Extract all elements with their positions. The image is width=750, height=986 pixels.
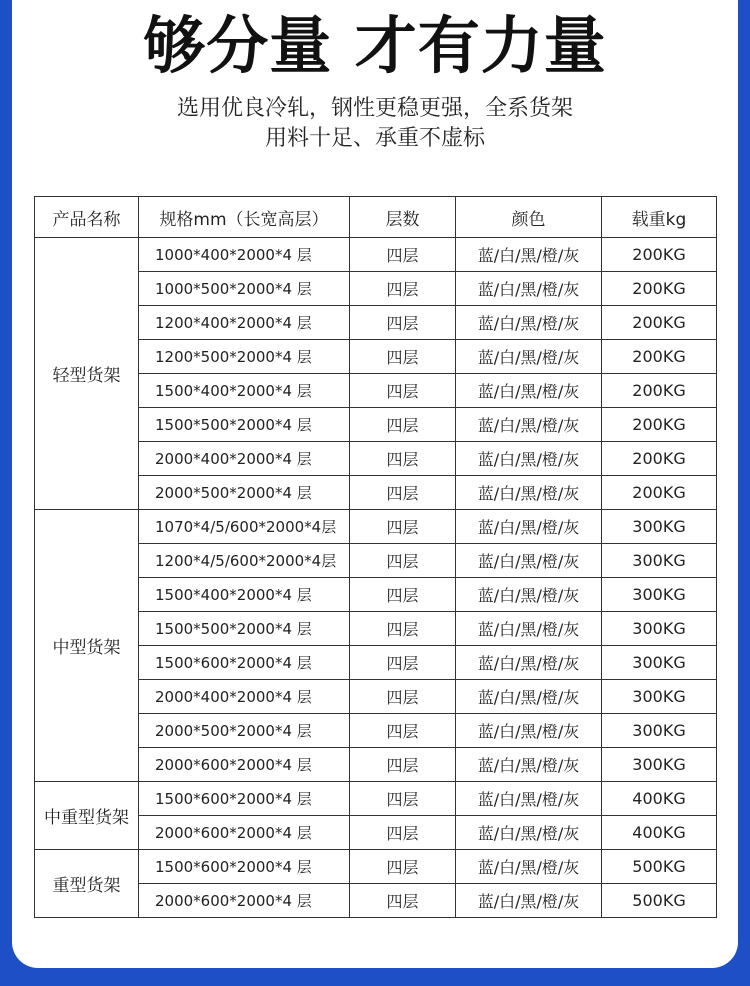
layers-cell: 四层 (350, 646, 456, 680)
load-cell: 200KG (602, 374, 717, 408)
category-cell: 轻型货架 (35, 238, 139, 510)
load-cell: 200KG (602, 306, 717, 340)
layers-cell: 四层 (350, 238, 456, 272)
color-cell: 蓝/白/黑/橙/灰 (456, 680, 602, 714)
layers-cell: 四层 (350, 544, 456, 578)
load-cell: 300KG (602, 612, 717, 646)
color-cell: 蓝/白/黑/橙/灰 (456, 510, 602, 544)
spec-cell: 2000*600*2000*4 层 (139, 748, 350, 782)
layers-cell: 四层 (350, 510, 456, 544)
layers-cell: 四层 (350, 884, 456, 918)
load-cell: 300KG (602, 680, 717, 714)
table-row (35, 850, 717, 884)
color-cell: 蓝/白/黑/橙/灰 (456, 272, 602, 306)
layers-cell: 四层 (350, 340, 456, 374)
color-cell: 蓝/白/黑/橙/灰 (456, 816, 602, 850)
load-cell: 300KG (602, 714, 717, 748)
color-cell: 蓝/白/黑/橙/灰 (456, 884, 602, 918)
category-cell: 中重型货架 (35, 782, 139, 850)
spec-cell: 1200*400*2000*4 层 (139, 306, 350, 340)
load-cell: 300KG (602, 544, 717, 578)
color-cell: 蓝/白/黑/橙/灰 (456, 612, 602, 646)
load-cell: 200KG (602, 340, 717, 374)
header-layers: 层数 (350, 197, 456, 238)
color-cell: 蓝/白/黑/橙/灰 (456, 714, 602, 748)
spec-cell: 2000*600*2000*4 层 (139, 884, 350, 918)
table-row (35, 238, 717, 272)
load-cell: 200KG (602, 238, 717, 272)
header-spec: 规格mm（长宽高层） (139, 197, 350, 238)
spec-cell: 1500*400*2000*4 层 (139, 578, 350, 612)
table-row (35, 782, 717, 816)
spec-cell: 1500*500*2000*4 层 (139, 408, 350, 442)
table-header-row (35, 197, 717, 238)
spec-cell: 2000*600*2000*4 层 (139, 816, 350, 850)
table-body (35, 238, 717, 918)
load-cell: 300KG (602, 646, 717, 680)
headline: 够分量 才有力量 (143, 9, 607, 82)
load-cell: 300KG (602, 748, 717, 782)
header-color: 颜色 (456, 197, 602, 238)
layers-cell: 四层 (350, 408, 456, 442)
spec-cell: 2000*500*2000*4 层 (139, 714, 350, 748)
spec-cell: 1500*600*2000*4 层 (139, 646, 350, 680)
layers-cell: 四层 (350, 714, 456, 748)
subline-2: 用料十足、承重不虚标 (264, 126, 485, 151)
color-cell: 蓝/白/黑/橙/灰 (456, 408, 602, 442)
spec-cell: 1200*4/5/600*2000*4层 (139, 544, 350, 578)
header-load: 载重kg (602, 197, 717, 238)
layers-cell: 四层 (350, 374, 456, 408)
color-cell: 蓝/白/黑/橙/灰 (456, 850, 602, 884)
category-cell: 中型货架 (35, 510, 139, 782)
spec-cell: 2000*500*2000*4 层 (139, 476, 350, 510)
color-cell: 蓝/白/黑/橙/灰 (456, 748, 602, 782)
spec-cell: 2000*400*2000*4 层 (139, 442, 350, 476)
header-product-name: 产品名称 (35, 197, 139, 238)
load-cell: 300KG (602, 510, 717, 544)
load-cell: 400KG (602, 782, 717, 816)
load-cell: 300KG (602, 578, 717, 612)
spec-cell: 1070*4/5/600*2000*4层 (139, 510, 350, 544)
spec-cell: 1500*500*2000*4 层 (139, 612, 350, 646)
category-cell: 重型货架 (35, 850, 139, 918)
layers-cell: 四层 (350, 612, 456, 646)
table-row (35, 510, 717, 544)
spec-cell: 1500*600*2000*4 层 (139, 850, 350, 884)
color-cell: 蓝/白/黑/橙/灰 (456, 340, 602, 374)
load-cell: 500KG (602, 850, 717, 884)
spec-cell: 1500*600*2000*4 层 (139, 782, 350, 816)
spec-cell: 2000*400*2000*4 层 (139, 680, 350, 714)
spec-cell: 1000*400*2000*4 层 (139, 238, 350, 272)
layers-cell: 四层 (350, 816, 456, 850)
layers-cell: 四层 (350, 306, 456, 340)
color-cell: 蓝/白/黑/橙/灰 (456, 442, 602, 476)
spec-table (34, 196, 717, 918)
layers-cell: 四层 (350, 442, 456, 476)
layers-cell: 四层 (350, 680, 456, 714)
color-cell: 蓝/白/黑/橙/灰 (456, 476, 602, 510)
color-cell: 蓝/白/黑/橙/灰 (456, 782, 602, 816)
layers-cell: 四层 (350, 476, 456, 510)
color-cell: 蓝/白/黑/橙/灰 (456, 646, 602, 680)
layers-cell: 四层 (350, 748, 456, 782)
layers-cell: 四层 (350, 578, 456, 612)
spec-cell: 1500*400*2000*4 层 (139, 374, 350, 408)
load-cell: 500KG (602, 884, 717, 918)
spec-cell: 1200*500*2000*4 层 (139, 340, 350, 374)
layers-cell: 四层 (350, 850, 456, 884)
color-cell: 蓝/白/黑/橙/灰 (456, 374, 602, 408)
load-cell: 400KG (602, 816, 717, 850)
color-cell: 蓝/白/黑/橙/灰 (456, 306, 602, 340)
layers-cell: 四层 (350, 782, 456, 816)
subline-1: 选用优良冷轧，钢性更稳更强，全系货架 (176, 96, 573, 121)
color-cell: 蓝/白/黑/橙/灰 (456, 544, 602, 578)
layers-cell: 四层 (350, 272, 456, 306)
spec-cell: 1000*500*2000*4 层 (139, 272, 350, 306)
load-cell: 200KG (602, 408, 717, 442)
color-cell: 蓝/白/黑/橙/灰 (456, 578, 602, 612)
load-cell: 200KG (602, 272, 717, 306)
load-cell: 200KG (602, 476, 717, 510)
color-cell: 蓝/白/黑/橙/灰 (456, 238, 602, 272)
load-cell: 200KG (602, 442, 717, 476)
